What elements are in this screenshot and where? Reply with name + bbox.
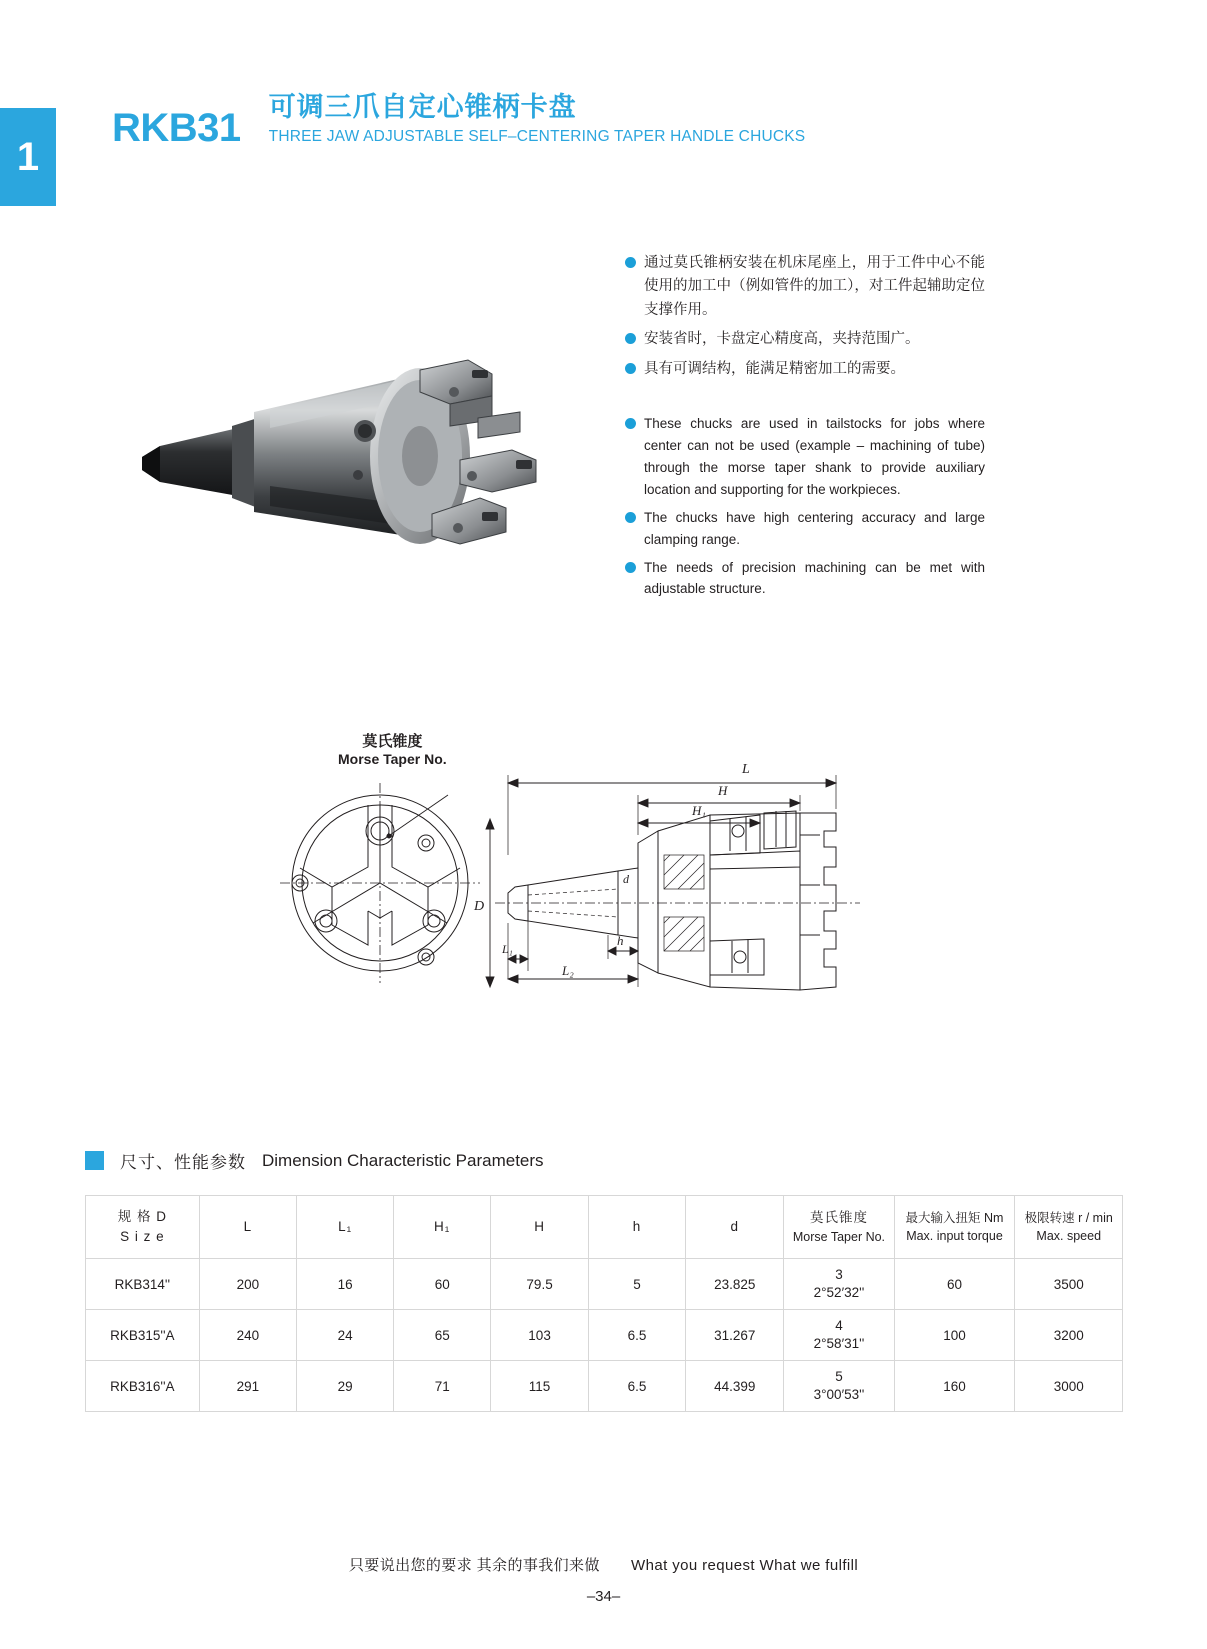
cell-taper-no: 5 [835,1369,843,1385]
cell-H: 103 [491,1310,589,1361]
page-number: –34– [586,1588,621,1605]
table-header-d [686,1196,784,1259]
section-heading [85,1148,544,1173]
table-header-taper [784,1196,894,1259]
table-header-L [199,1196,296,1259]
cell-taper [784,1259,894,1310]
cell-taper-angle: 2°58′31'' [813,1336,865,1351]
header-line-cn: 莫氏锥度 [809,1210,868,1226]
table-header-torque [894,1196,1015,1259]
header-line-cn: L [243,1219,253,1235]
table-header-row [86,1196,1123,1259]
footer-slogan-cn: 只要说出您的要求 其余的事我们来做 [348,1557,600,1574]
dim-label-h: h [617,933,624,948]
table-header-L1 [297,1196,394,1259]
cell-h: 6.5 [588,1310,685,1361]
cell-L: 240 [199,1310,296,1361]
header-line-cn: H [534,1219,545,1235]
feature-text-en: The chucks have high centering accuracy and large clamping range. [644,509,985,547]
table-row [86,1310,1123,1361]
cell-L1: 29 [297,1361,394,1412]
cell-L: 291 [199,1361,296,1412]
cell-torque: 160 [894,1361,1015,1412]
list-item [625,358,985,381]
table-row [86,1259,1123,1310]
dim-label-L1: L₁ [502,942,513,956]
bullet-dot-icon [625,418,636,429]
product-photo [120,300,550,560]
bullet-dot-icon [625,363,636,374]
header-line-cn: 极限转速 r / min [1024,1210,1113,1225]
cell-speed: 3000 [1015,1361,1123,1412]
list-item [625,252,985,322]
header-line-cn: L₁ [338,1219,353,1235]
section-heading-cn: 尺寸、性能参数 [120,1153,246,1172]
dim-label-d: d [623,872,629,886]
dim-label-H: H [718,783,728,798]
morse-taper-label-en: Morse Taper No. [338,751,447,767]
feature-list [625,252,985,606]
cell-h: 6.5 [588,1361,685,1412]
page-section-number: 1 [16,134,40,179]
cell-taper [784,1310,894,1361]
cell-size: RKB315''A [86,1310,200,1361]
list-item [625,557,985,601]
list-item [625,328,985,351]
feature-text-cn: 通过莫氏锥柄安装在机床尾座上，用于工件中心不能使用的加工中（例如管件的加工），对工件起辅助定位支撑作用。 [644,255,985,318]
cell-torque: 60 [894,1259,1015,1310]
dim-label-H1: H₁ [692,803,706,818]
cell-size: RKB316''A [86,1361,200,1412]
cell-speed: 3200 [1015,1310,1123,1361]
table-header-h [588,1196,685,1259]
bullet-dot-icon [625,562,636,573]
dim-label-D: D [474,899,485,914]
page-title-cn: 可调三爪自定心锥柄卡盘 [268,92,577,122]
header-line-en: Max. input torque [906,1229,1003,1243]
footer-slogan-en: What you request What we fulfill [631,1557,859,1574]
list-item [625,413,985,500]
bullet-dot-icon [625,257,636,268]
cell-L1: 24 [297,1310,394,1361]
header-line-cn: H₁ [434,1219,451,1235]
cell-torque: 100 [894,1310,1015,1361]
page-title-en: THREE JAW ADJUSTABLE SELF–CENTERING TAPER HANDLE CHUCKS [268,128,806,146]
feature-text-cn: 安装省时，卡盘定心精度高，夹持范围广。 [644,331,920,348]
cell-h: 5 [588,1259,685,1310]
header-line-cn: 最大输入扭矩 Nm [905,1210,1004,1225]
cell-taper-no: 3 [835,1267,843,1283]
feature-text-en: These chucks are used in tailstocks for jobs where center can not be used (example – machining of tube) through the morse taper shank to provide auxiliary location and supporting for the workpieces. [644,416,985,497]
bullet-dot-icon [625,333,636,344]
cell-L1: 16 [297,1259,394,1310]
list-spacer [625,387,985,413]
cell-size: RKB314'' [86,1259,200,1310]
page-header [112,92,806,151]
cell-d: 31.267 [686,1310,784,1361]
header-line-en: S i z e [120,1229,165,1244]
cell-H1: 60 [394,1259,491,1310]
header-line-cn: d [730,1219,739,1235]
table-row [86,1361,1123,1412]
feature-text-cn: 具有可调结构，能满足精密加工的需要。 [644,360,905,377]
header-line-en: Morse Taper No. [792,1229,886,1244]
table-header-speed [1015,1196,1123,1259]
dimension-drawing [240,735,980,995]
cell-speed: 3500 [1015,1259,1123,1310]
cell-taper-angle: 2°52′32'' [813,1285,865,1300]
dim-label-L: L [742,762,750,777]
table-header-H1 [394,1196,491,1259]
cell-H: 115 [491,1361,589,1412]
feature-list-en [625,413,985,600]
technical-drawing [240,735,980,995]
cell-taper-angle: 3°00′53'' [813,1387,865,1402]
chuck-photo-illustration [120,300,550,560]
footer-slogan [0,1554,1207,1575]
table-header-H [491,1196,589,1259]
cell-taper-no: 4 [835,1318,843,1334]
section-marker-icon [85,1151,104,1170]
cell-taper [784,1361,894,1412]
morse-taper-label-cn: 莫氏锥度 [362,733,423,750]
cell-L: 200 [199,1259,296,1310]
page-section-tab [0,108,56,206]
product-model: RKB31 [112,106,241,151]
cell-H1: 65 [394,1310,491,1361]
cell-H1: 71 [394,1361,491,1412]
header-line-en: Max. speed [1036,1229,1102,1243]
cell-d: 23.825 [686,1259,784,1310]
section-heading-en: Dimension Characteristic Parameters [262,1150,544,1170]
list-item [625,507,985,551]
cell-H: 79.5 [491,1259,589,1310]
cell-d: 44.399 [686,1361,784,1412]
feature-list-cn [625,252,985,381]
table-header-size [86,1196,200,1259]
parameters-table [85,1195,1123,1412]
header-line-cn: 规 格 D [117,1209,167,1225]
header-line-cn: h [632,1219,642,1235]
feature-text-en: The needs of precision machining can be met with adjustable structure. [644,559,985,597]
bullet-dot-icon [625,512,636,523]
dim-label-L2: L₂ [562,963,574,978]
